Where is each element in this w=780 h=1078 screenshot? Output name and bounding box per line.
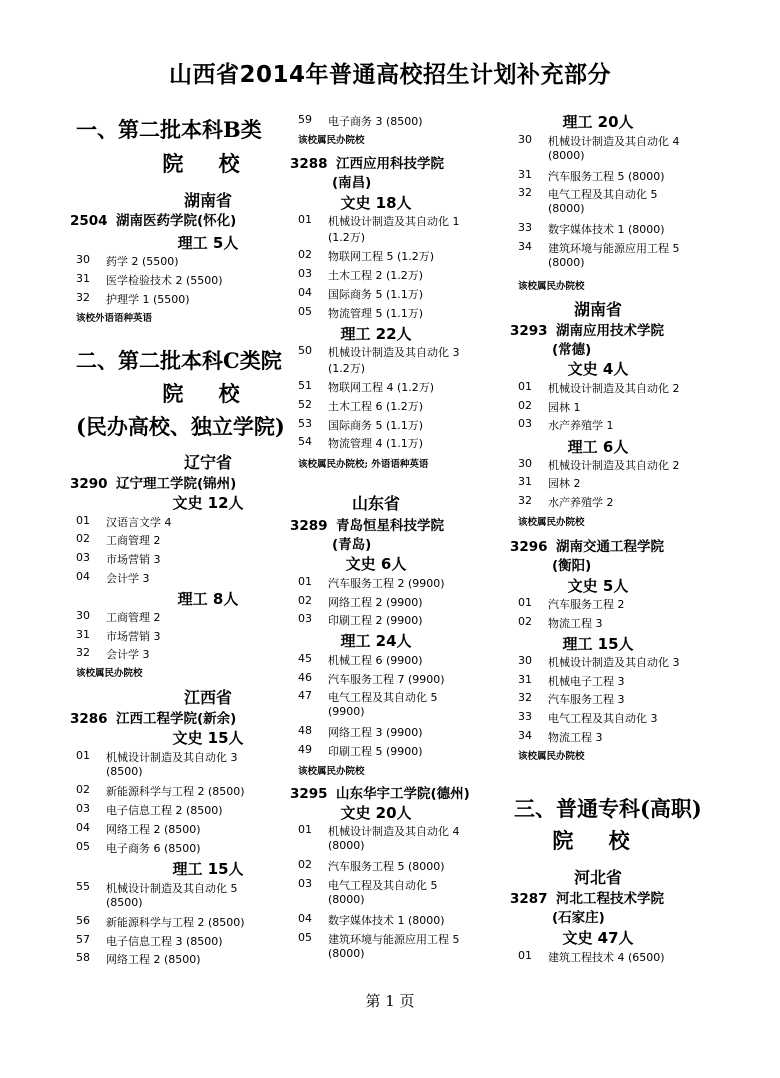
major-code: 04: [298, 912, 312, 925]
school-name: 湖南交通工程学院: [556, 539, 664, 555]
school-location: (衡阳): [552, 558, 592, 574]
major-text-continued: (1.2万): [328, 231, 366, 244]
school-location: (石家庄): [552, 910, 605, 926]
major-code: 31: [518, 673, 532, 686]
major-text: 汽车服务工程 5 (8000): [328, 860, 445, 873]
school-name: 青岛恒星科技学院: [336, 518, 444, 534]
major-text: 数字媒体技术 1 (8000): [548, 223, 665, 236]
major-text: 建筑环境与能源应用工程 5: [548, 242, 680, 255]
school-name: 湖南医药学院(怀化): [116, 213, 237, 229]
section-heading: 院 校: [162, 151, 254, 176]
major-item: [518, 133, 680, 162]
category-heading: 理工 5人: [177, 234, 239, 252]
school-name: 山东华宇工学院(德州): [336, 786, 470, 802]
major-item: [298, 689, 438, 718]
school-heading: [510, 887, 664, 907]
major-text: 机械设计制造及其自动化 3: [328, 346, 460, 359]
major-item: [518, 654, 680, 669]
school-note: 该校属民办院校: [298, 766, 365, 777]
major-item: [298, 417, 424, 432]
major-code: 03: [298, 612, 312, 625]
school-code: 3286: [70, 711, 108, 727]
major-text: 电子信息工程 2 (8500): [106, 804, 223, 817]
major-text: 机械设计制造及其自动化 4: [328, 825, 460, 838]
major-text: 电子商务 6 (8500): [106, 842, 201, 855]
major-text: 机械设计制造及其自动化 4: [548, 135, 680, 148]
major-item: [518, 729, 603, 744]
school-note: 该校属民办院校: [76, 668, 143, 679]
major-code: 33: [518, 710, 532, 723]
major-text: 园林 2: [548, 477, 581, 490]
major-text: 机械设计制造及其自动化 2: [548, 382, 680, 395]
school-code: 3290: [70, 476, 108, 492]
major-text: 物流管理 4 (1.1万): [328, 437, 424, 450]
major-item: [76, 933, 223, 948]
major-text: 物联网工程 5 (1.2万): [328, 250, 435, 263]
major-text-continued: (9900): [328, 705, 365, 718]
major-item: [298, 248, 435, 263]
major-code: 32: [518, 494, 532, 507]
major-item: [518, 380, 680, 395]
major-text: 国际商务 5 (1.1万): [328, 288, 424, 301]
major-item: [518, 186, 658, 215]
section-heading: 院 校: [162, 381, 254, 406]
major-code: 04: [76, 821, 90, 834]
major-code: 49: [298, 743, 312, 756]
major-text-continued: (1.2万): [328, 362, 366, 375]
category-heading: 文史 5人: [567, 577, 629, 595]
major-item: [298, 286, 424, 301]
major-code: 56: [76, 914, 90, 927]
major-text-continued: (8000): [548, 202, 585, 215]
major-code: 31: [76, 272, 90, 285]
major-code: 32: [76, 291, 90, 304]
major-code: 03: [76, 802, 90, 815]
major-text: 机械设计制造及其自动化 5: [106, 882, 238, 895]
school-code: 3289: [290, 518, 328, 534]
major-item: [76, 532, 161, 547]
province-heading: 湖南省: [573, 300, 622, 319]
major-code: 50: [298, 344, 312, 357]
major-code: 04: [298, 286, 312, 299]
school-heading: [70, 472, 236, 492]
school-note: 该校属民办院校: [518, 281, 585, 292]
major-item: [518, 417, 614, 432]
major-item: [76, 253, 179, 268]
major-item: [298, 594, 423, 609]
major-text: 汉语言文学 4: [106, 516, 172, 529]
major-item: [298, 379, 435, 394]
major-item: [76, 570, 150, 585]
major-code: 59: [298, 113, 312, 126]
major-code: 03: [298, 267, 312, 280]
major-text: 水产养殖学 1: [548, 419, 614, 432]
major-text: 电子商务 3 (8500): [328, 115, 423, 128]
school-heading: [290, 152, 444, 172]
major-code: 31: [518, 475, 532, 488]
major-code: 32: [518, 691, 532, 704]
school-code: 3293: [510, 323, 548, 339]
major-text-continued: (8500): [106, 896, 143, 909]
major-text: 物联网工程 4 (1.2万): [328, 381, 435, 394]
major-text: 机械设计制造及其自动化 2: [548, 459, 680, 472]
school-note: 该校属民办院校: [298, 135, 365, 146]
major-item: [76, 951, 201, 966]
major-code: 32: [76, 646, 90, 659]
major-text-continued: (8500): [106, 765, 143, 778]
major-code: 01: [76, 749, 90, 762]
category-heading: 文史 47人: [562, 929, 634, 947]
major-item: [76, 609, 161, 624]
major-item: [298, 823, 460, 852]
province-heading: 山东省: [351, 494, 400, 513]
major-item: [518, 240, 680, 269]
school-name: 江西应用科技学院: [336, 156, 444, 172]
major-code: 01: [76, 514, 90, 527]
major-item: [518, 221, 665, 236]
major-item: [76, 914, 245, 929]
major-code: 02: [518, 399, 532, 412]
major-text: 电气工程及其自动化 3: [548, 712, 658, 725]
major-code: 51: [298, 379, 312, 392]
school-location: (南昌): [332, 175, 372, 191]
major-code: 32: [518, 186, 532, 199]
school-name: 河北工程技术学院: [556, 891, 664, 907]
major-item: [76, 514, 172, 529]
major-code: 57: [76, 933, 90, 946]
section-heading: 院 校: [552, 828, 644, 853]
major-item: [518, 949, 665, 964]
major-text: 园林 1: [548, 401, 581, 414]
province-heading: 湖南省: [183, 191, 232, 210]
major-code: 48: [298, 724, 312, 737]
major-code: 02: [76, 532, 90, 545]
major-code: 31: [518, 168, 532, 181]
major-item: [298, 931, 460, 960]
major-text: 机械设计制造及其自动化 1: [328, 215, 460, 228]
major-item: [298, 113, 423, 128]
major-text: 数字媒体技术 1 (8000): [328, 914, 445, 927]
major-text: 机械电子工程 3: [548, 675, 625, 688]
major-code: 03: [518, 417, 532, 430]
major-text: 医学检验技术 2 (5500): [106, 274, 223, 287]
major-item: [298, 612, 423, 627]
major-text: 工商管理 2: [106, 534, 161, 547]
major-text: 工商管理 2: [106, 611, 161, 624]
province-heading: 河北省: [573, 868, 622, 887]
major-text: 物流工程 3: [548, 617, 603, 630]
section-heading: 三、普通专科(高职): [514, 796, 702, 821]
major-item: [298, 671, 445, 686]
major-code: 02: [298, 858, 312, 871]
major-code: 01: [298, 575, 312, 588]
major-code: 47: [298, 689, 312, 702]
major-code: 30: [76, 609, 90, 622]
major-item: [76, 628, 161, 643]
school-heading: [290, 782, 470, 802]
major-code: 30: [518, 457, 532, 470]
major-text: 电气工程及其自动化 5: [328, 691, 438, 704]
major-item: [76, 272, 223, 287]
major-text: 新能源科学与工程 2 (8500): [106, 785, 245, 798]
category-heading: 理工 24人: [340, 632, 412, 650]
major-text: 电子信息工程 3 (8500): [106, 935, 223, 948]
major-code: 01: [298, 823, 312, 836]
school-note: 该校属民办院校; 外语语种英语: [298, 459, 429, 470]
category-heading: 文史 18人: [340, 194, 412, 212]
major-text: 市场营销 3: [106, 630, 161, 643]
major-item: [76, 802, 223, 817]
page-number: 第 1 页: [365, 992, 415, 1010]
school-code: 3296: [510, 539, 548, 555]
category-heading: 理工 22人: [340, 325, 412, 343]
major-text: 会计学 3: [106, 572, 150, 585]
major-code: 02: [298, 594, 312, 607]
major-text-continued: (8000): [548, 149, 585, 162]
major-code: 34: [518, 240, 532, 253]
major-item: [76, 551, 161, 566]
section-heading: 一、第二批本科B类: [76, 117, 262, 142]
major-item: [518, 457, 680, 472]
school-location: (青岛): [332, 537, 372, 553]
major-text: 汽车服务工程 2: [548, 598, 625, 611]
category-heading: 理工 15人: [562, 635, 634, 653]
major-item: [298, 213, 460, 244]
major-item: [76, 880, 238, 909]
major-text-continued: (8000): [328, 839, 365, 852]
major-text: 电气工程及其自动化 5: [328, 879, 438, 892]
major-item: [518, 475, 581, 490]
major-code: 33: [518, 221, 532, 234]
section-heading: (民办高校、独立学院): [76, 414, 285, 439]
school-name: 江西工程学院(新余): [116, 711, 237, 727]
major-text: 物流工程 3: [548, 731, 603, 744]
category-heading: 理工 8人: [177, 590, 239, 608]
major-code: 55: [76, 880, 90, 893]
major-text-continued: (8000): [328, 947, 365, 960]
major-item: [518, 615, 603, 630]
document-title: 山西省2014年普通高校招生计划补充部分: [168, 62, 611, 88]
major-text: 药学 2 (5500): [106, 255, 179, 268]
major-code: 02: [76, 783, 90, 796]
major-text: 网络工程 2 (8500): [106, 953, 201, 966]
province-heading: 辽宁省: [183, 453, 232, 472]
major-code: 34: [518, 729, 532, 742]
major-item: [518, 673, 625, 688]
major-code: 05: [76, 840, 90, 853]
school-code: 3287: [510, 891, 548, 907]
major-code: 53: [298, 417, 312, 430]
major-text: 网络工程 2 (9900): [328, 596, 423, 609]
major-code: 54: [298, 435, 312, 448]
major-item: [518, 691, 625, 706]
major-text: 汽车服务工程 2 (9900): [328, 577, 445, 590]
major-text: 机械设计制造及其自动化 3: [106, 751, 238, 764]
major-item: [518, 168, 665, 183]
major-code: 04: [76, 570, 90, 583]
major-text: 机械设计制造及其自动化 3: [548, 656, 680, 669]
major-item: [76, 646, 150, 661]
major-text-continued: (8000): [548, 256, 585, 269]
category-heading: 文史 12人: [172, 494, 244, 512]
category-heading: 理工 20人: [562, 113, 634, 131]
major-text: 土木工程 2 (1.2万): [328, 269, 424, 282]
category-heading: 理工 15人: [172, 860, 244, 878]
school-code: 3288: [290, 156, 328, 172]
major-code: 58: [76, 951, 90, 964]
major-text: 汽车服务工程 3: [548, 693, 625, 706]
school-heading: [70, 209, 236, 229]
major-code: 46: [298, 671, 312, 684]
major-item: [76, 840, 201, 855]
major-text: 网络工程 3 (9900): [328, 726, 423, 739]
major-code: 30: [518, 654, 532, 667]
major-text: 印刷工程 2 (9900): [328, 614, 423, 627]
major-item: [76, 783, 245, 798]
major-text: 物流管理 5 (1.1万): [328, 307, 424, 320]
school-location: (常德): [552, 342, 592, 358]
major-text: 水产养殖学 2: [548, 496, 614, 509]
major-item: [76, 291, 190, 306]
major-item: [518, 399, 581, 414]
major-text: 印刷工程 5 (9900): [328, 745, 423, 758]
major-item: [298, 267, 424, 282]
school-heading: [70, 707, 236, 727]
major-item: [298, 305, 424, 320]
major-code: 05: [298, 305, 312, 318]
major-text: 机械工程 6 (9900): [328, 654, 423, 667]
school-name: 湖南应用技术学院: [556, 323, 664, 339]
major-code: 02: [518, 615, 532, 628]
major-text-continued: (8000): [328, 893, 365, 906]
major-text: 新能源科学与工程 2 (8500): [106, 916, 245, 929]
major-item: [298, 877, 438, 906]
school-heading: [510, 319, 664, 339]
school-name: 辽宁理工学院(锦州): [116, 476, 237, 492]
major-text: 建筑工程技术 4 (6500): [548, 951, 665, 964]
major-code: 01: [518, 380, 532, 393]
major-item: [298, 652, 423, 667]
major-text: 建筑环境与能源应用工程 5: [328, 933, 460, 946]
major-item: [76, 821, 201, 836]
major-code: 52: [298, 398, 312, 411]
major-text: 电气工程及其自动化 5: [548, 188, 658, 201]
school-code: 2504: [70, 213, 108, 229]
major-code: 01: [298, 213, 312, 226]
major-code: 05: [298, 931, 312, 944]
major-text: 国际商务 5 (1.1万): [328, 419, 424, 432]
major-item: [298, 743, 423, 758]
major-text: 网络工程 2 (8500): [106, 823, 201, 836]
major-code: 30: [76, 253, 90, 266]
major-item: [298, 912, 445, 927]
major-code: 30: [518, 133, 532, 146]
school-heading: [510, 535, 664, 555]
major-item: [298, 575, 445, 590]
school-note: 该校属民办院校: [518, 751, 585, 762]
major-text: 护理学 1 (5500): [106, 293, 190, 306]
major-text: 市场营销 3: [106, 553, 161, 566]
major-item: [298, 344, 460, 375]
major-code: 03: [298, 877, 312, 890]
section-heading: 二、第二批本科C类院: [76, 348, 282, 373]
major-code: 03: [76, 551, 90, 564]
major-text: 汽车服务工程 5 (8000): [548, 170, 665, 183]
major-code: 45: [298, 652, 312, 665]
major-text: 会计学 3: [106, 648, 150, 661]
major-item: [518, 494, 614, 509]
category-heading: 文史 20人: [340, 804, 412, 822]
major-item: [298, 398, 424, 413]
category-heading: 文史 6人: [345, 555, 407, 573]
category-heading: 文史 4人: [567, 360, 629, 378]
major-text: 土木工程 6 (1.2万): [328, 400, 424, 413]
major-code: 31: [76, 628, 90, 641]
school-note: 该校外语语种英语: [76, 313, 153, 324]
major-item: [298, 858, 445, 873]
major-item: [76, 749, 238, 778]
school-note: 该校属民办院校: [518, 517, 585, 528]
province-heading: 江西省: [183, 688, 232, 707]
major-item: [298, 435, 424, 450]
school-heading: [290, 514, 444, 534]
major-item: [298, 724, 423, 739]
major-code: 02: [298, 248, 312, 261]
major-code: 01: [518, 596, 532, 609]
major-code: 01: [518, 949, 532, 962]
major-text: 汽车服务工程 7 (9900): [328, 673, 445, 686]
school-code: 3295: [290, 786, 328, 802]
major-item: [518, 596, 625, 611]
category-heading: 文史 15人: [172, 729, 244, 747]
major-item: [518, 710, 658, 725]
category-heading: 理工 6人: [567, 438, 629, 456]
